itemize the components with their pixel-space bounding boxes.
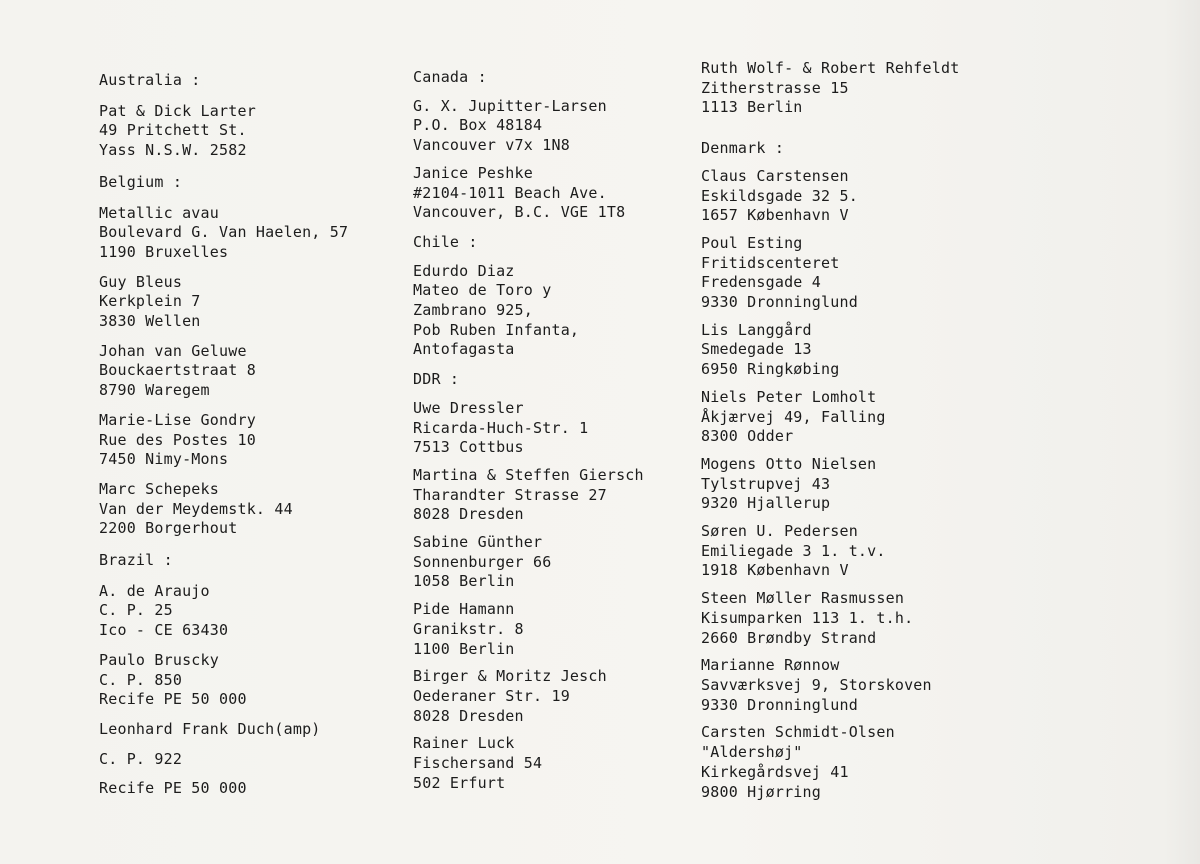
address-line: 1918 København V	[701, 561, 849, 580]
address-line: 1100 Berlin	[413, 639, 515, 658]
address-entry	[99, 480, 399, 539]
address-line: 8300 Odder	[701, 427, 794, 446]
recipient-name: Marc Schepeks	[99, 479, 219, 498]
address-line: Ricarda-Huch-Str. 1	[413, 418, 589, 437]
country-section	[99, 71, 399, 161]
address-line: Sonnenburger 66	[413, 552, 552, 571]
recipient-name: G. X. Jupitter-Larsen	[413, 96, 607, 115]
recipient-name: Claus Carstensen	[701, 166, 849, 185]
country-heading: Chile :	[413, 232, 478, 251]
country-section	[99, 173, 399, 539]
address-line: Åkjærvej 49, Falling	[701, 407, 886, 426]
address-line: Pob Ruben Infanta,	[413, 320, 580, 339]
address-line: Smedegade 13	[701, 340, 812, 359]
recipient-name: Pide Hamann	[413, 600, 515, 619]
address-entry	[99, 342, 399, 401]
address-entry	[413, 600, 698, 659]
recipient-name: Uwe Dressler	[413, 398, 524, 417]
recipient-name: Janice Peshke	[413, 163, 533, 182]
address-entry	[413, 533, 698, 592]
address-line: Mateo de Toro y	[413, 281, 552, 300]
address-line: Granikstr. 8	[413, 619, 524, 638]
address-line: #2104-1011 Beach Ave.	[413, 183, 607, 202]
recipient-name: Paulo Bruscky	[99, 650, 219, 669]
address-line: 9320 Hjallerup	[701, 494, 831, 513]
address-line: 1058 Berlin	[413, 572, 515, 591]
address-line: Kerkplein 7	[99, 292, 201, 311]
address-line: Emiliegade 3 1. t.v.	[701, 541, 886, 560]
address-line: Recife PE 50 000	[99, 690, 247, 709]
address-line: 7513 Cottbus	[413, 438, 524, 457]
address-line: Fredensgade 4	[701, 273, 821, 292]
recipient-name: Søren U. Pedersen	[701, 522, 858, 541]
recipient-name: Birger & Moritz Jesch	[413, 667, 607, 686]
address-entry	[99, 651, 399, 710]
recipient-name: Martina & Steffen Giersch	[413, 465, 644, 484]
address-entry	[99, 273, 399, 332]
address-line: Vancouver v7x 1N8	[413, 136, 570, 155]
address-entry	[701, 167, 1021, 226]
address-entry	[99, 720, 399, 740]
recipient-name: Leonhard Frank Duch(amp)	[99, 719, 321, 738]
country-heading: Brazil :	[99, 551, 173, 570]
address-line: 2660 Brøndby Strand	[701, 628, 877, 647]
recipient-name: Edurdo Diaz	[413, 261, 515, 280]
recipient-name: Poul Esting	[701, 233, 803, 252]
address-entry	[701, 455, 1021, 514]
address-entry	[701, 522, 1021, 581]
address-line: 9330 Dronninglund	[701, 293, 858, 312]
address-line: Rue des Postes 10	[99, 430, 256, 449]
address-entry	[413, 399, 698, 458]
address-line: 1190 Bruxelles	[99, 242, 229, 261]
address-line: 8028 Dresden	[413, 706, 524, 725]
address-line: C. P. 25	[99, 601, 173, 620]
address-entry	[701, 59, 1021, 118]
address-entry	[701, 656, 1021, 715]
country-heading: DDR :	[413, 370, 460, 389]
country-heading: Denmark :	[701, 139, 785, 158]
address-column	[701, 59, 1021, 802]
address-line: 8790 Waregem	[99, 381, 210, 400]
recipient-name: C. P. 922	[99, 749, 183, 768]
address-entry	[413, 466, 698, 525]
country-section	[701, 139, 1021, 802]
address-entry	[413, 667, 698, 726]
recipient-name: Johan van Geluwe	[99, 341, 247, 360]
address-line: P.O. Box 48184	[413, 116, 543, 135]
address-column	[99, 71, 399, 799]
address-entry	[701, 388, 1021, 447]
recipient-name: Rainer Luck	[413, 734, 515, 753]
address-line: Oederaner Str. 19	[413, 686, 570, 705]
recipient-name: A. de Araujo	[99, 581, 210, 600]
address-line: 9800 Hjørring	[701, 782, 821, 801]
recipient-name: Marianne Rønnow	[701, 656, 840, 675]
address-line: Van der Meydemstk. 44	[99, 499, 293, 518]
address-entry	[413, 262, 698, 361]
recipient-name: Carsten Schmidt-Olsen	[701, 723, 895, 742]
address-line: 502 Erfurt	[413, 773, 506, 792]
address-line: Vancouver, B.C. VGE 1T8	[413, 203, 626, 222]
address-entry	[99, 204, 399, 263]
address-line: 1657 København V	[701, 206, 849, 225]
recipient-name: Marie-Lise Gondry	[99, 410, 256, 429]
country-section	[99, 551, 399, 799]
recipient-name: Steen Møller Rasmussen	[701, 589, 905, 608]
country-heading: Canada :	[413, 68, 487, 86]
address-line: Yass N.S.W. 2582	[99, 141, 247, 160]
address-line: Bouckaertstraat 8	[99, 361, 256, 380]
address-line: C. P. 850	[99, 670, 183, 689]
address-line: 9330 Dronninglund	[701, 695, 858, 714]
address-entry	[701, 321, 1021, 380]
recipient-name: Pat & Dick Larter	[99, 101, 256, 120]
country-heading: Australia :	[99, 71, 201, 89]
address-line: Zitherstrasse 15	[701, 78, 849, 97]
address-entry	[413, 97, 698, 156]
country-section	[701, 59, 1021, 118]
address-line: Boulevard G. Van Haelen, 57	[99, 223, 349, 242]
address-line: Savværksvej 9, Storskoven	[701, 675, 932, 694]
recipient-name: Mogens Otto Nielsen	[701, 454, 877, 473]
address-line: Eskildsgade 32 5.	[701, 186, 858, 205]
country-section	[413, 68, 698, 223]
recipient-name: Niels Peter Lomholt	[701, 387, 877, 406]
recipient-name: Metallic avau	[99, 203, 219, 222]
address-entry	[701, 589, 1021, 648]
recipient-name: Recife PE 50 000	[99, 779, 247, 798]
address-line: 3830 Wellen	[99, 312, 201, 331]
address-line: Kirkegårdsvej 41	[701, 762, 849, 781]
recipient-name: Ruth Wolf- & Robert Rehfeldt	[701, 59, 960, 77]
address-line: 49 Pritchett St.	[99, 121, 247, 140]
address-line: Fritidscenteret	[701, 253, 840, 272]
address-entry	[701, 234, 1021, 313]
country-heading: Belgium :	[99, 172, 183, 191]
country-section	[413, 233, 698, 360]
address-line: Tharandter Strasse 27	[413, 485, 607, 504]
address-entry	[413, 734, 698, 793]
address-line: 2200 Borgerhout	[99, 519, 238, 538]
address-entry	[99, 582, 399, 641]
country-section	[413, 370, 698, 793]
address-entry	[99, 102, 399, 161]
address-line: 7450 Nimy-Mons	[99, 450, 229, 469]
address-line: Antofagasta	[413, 340, 515, 359]
address-line: "Aldershøj"	[701, 743, 803, 762]
address-entry	[99, 411, 399, 470]
recipient-name: Sabine Günther	[413, 533, 543, 552]
address-line: Kisumparken 113 1. t.h.	[701, 608, 914, 627]
address-line: 1113 Berlin	[701, 98, 803, 117]
address-line: Tylstrupvej 43	[701, 474, 831, 493]
recipient-name: Guy Bleus	[99, 272, 183, 291]
address-line: Ico - CE 63430	[99, 621, 229, 640]
recipient-name: Lis Langgård	[701, 320, 812, 339]
address-line: 8028 Dresden	[413, 505, 524, 524]
address-line: Fischersand 54	[413, 754, 543, 773]
address-entry	[99, 779, 399, 799]
address-line: 6950 Ringkøbing	[701, 360, 840, 379]
address-column	[413, 68, 698, 794]
address-entry	[701, 723, 1021, 802]
address-line: Zambrano 925,	[413, 301, 533, 320]
address-entry	[413, 164, 698, 223]
address-entry	[99, 750, 399, 770]
